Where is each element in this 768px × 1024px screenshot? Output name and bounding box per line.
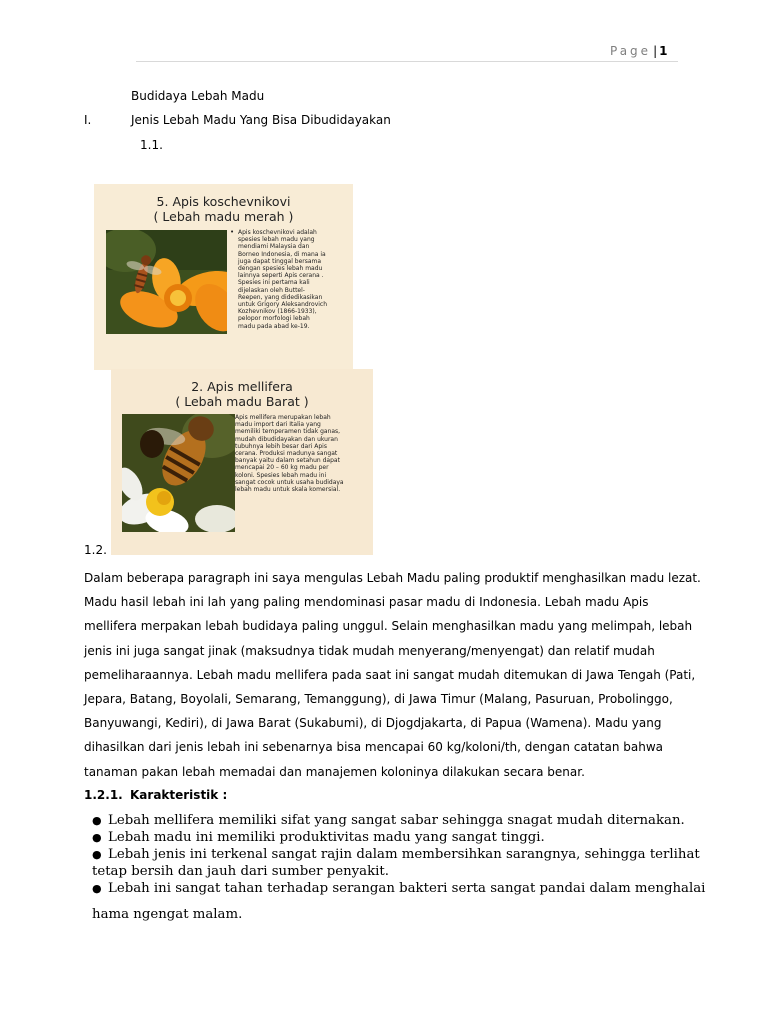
section-number: I. [84,113,92,127]
list-item-text: tetap bersih dan jauh dari sumber penyakit. [92,864,389,879]
bullet-dot: ● [92,831,102,844]
subsection-number-1-1: 1.1. [140,138,163,152]
header-divider [136,61,678,62]
list-item-text: Lebah ini sangat tahan terhadap serangan bakteri serta sangat pandai dalam menghalai [108,881,706,896]
paragraph-line: pemeliharaannya. Lebah madu mellifera pada saat ini sangat mudah ditemukan di Jawa Tengah (Pati, [84,667,696,682]
paragraph-line: Madu hasil lebah ini lah yang paling mendominasi pasar madu di Indonesia. Lebah madu Apis [84,595,649,610]
page-label: Page [610,44,652,58]
bullet-dot: ● [92,882,102,895]
paragraph-line: jenis ini juga sangat jinak (maksudnya tidak mudah menyerang/menyengat) dan relatif mudah [84,643,655,658]
bullet-dot: ● [92,814,102,827]
list-item-text: Lebah madu ini memiliki produktivitas madu yang sangat tinggi. [108,830,545,845]
list-item [92,880,706,897]
subsection-number-1-2: 1.2. [84,543,107,557]
list-item [92,846,700,863]
document-title: Budidaya Lebah Madu [131,89,265,103]
red-honeybee-photo [106,230,227,334]
list-item [92,829,692,846]
bullet-dot: ● [92,848,102,861]
list-item-continuation [92,906,692,923]
slide-description: Apis mellifera merupakan lebah madu import dari Italia yang memiliki temperamen tidak ganas, mudah dibudidayakan dan ukuran tubuhnya lebih besar dari Apis cerana. Produksi madunya sangat banyak yaitu dalam setahun dapat mencapai 20 – 60 kg madu per koloni. Spesies lebah madu ini sangat cocok untuk usaha budidaya lebah madu untuk skala komersial. [235,414,344,494]
slide-title-line1: 2. Apis mellifera [191,379,293,394]
paragraph-line: Dalam beberapa paragraph ini saya mengulas Lebah Madu paling produktif menghasilkan madu lezat. [84,571,701,585]
slide-apis-mellifera [111,369,373,555]
paragraph-line: tanaman pakan lebah memadai dan manajemen koloninya dilakukan secara benar. [84,764,585,779]
section-title: Jenis Lebah Madu Yang Bisa Dibudidayakan [131,113,391,127]
slide-apis-koschevnikovi [94,184,353,370]
paragraph-line: Jepara, Batang, Boyolali, Semarang, Temanggung), di Jawa Timur (Malang, Pasuruan, Probolinggo, [84,692,673,707]
paragraph-line: mellifera merpakan lebah budidaya paling unggul. Selain menghasilkan madu yang melimpah, lebah [84,619,693,634]
list-item-continuation [92,863,692,880]
slide-description: Apis koschevnikovi adalah spesies lebah madu yang mendiami Malaysia dan Borneo Indonesia, di mana ia juga dapat tinggal bersama dengan spesies lebah madu lainnya seperti Apis cerana . Spesies ini pertama kali dijelaskan oleh Buttel- Reepen, yang didedikasikan untuk Grigory Aleksandrovich Kozhevnikov (1866-1933), pelopor morfologi lebah madu pada abad ke-19. [238,229,328,330]
slide-title-line1: 5. Apis koschevnikovi [156,194,291,209]
list-item-text: Lebah mellifera memiliki sifat yang sangat sabar sehingga snagat mudah diternakan. [108,813,685,828]
paragraph-line: dihasilkan dari jenis lebah ini sebenarnya bisa mencapai 60 kg/koloni/th, dengan catatan bahwa [84,740,664,755]
paragraph-line: Banyuwangi, Kediri), di Jawa Barat (Sukabumi), di Djogdjakarta, di Papua (Wamena). Madu yang [84,716,662,731]
western-honeybee-photo [122,414,235,532]
page-number-label [610,44,667,58]
list-item-text: hama ngengat malam. [92,907,243,922]
page-separator: | [653,44,658,58]
body-paragraph [84,566,701,784]
page-number: 1 [659,44,668,58]
list-item-text: Lebah jenis ini terkenal sangat rajin dalam membersihkan sarangnya, sehingga terlihat [108,847,700,862]
subsection-title-karakteristik: Karakteristik : [130,788,228,802]
subsection-number-1-2-1: 1.2.1. [84,788,123,802]
list-item [92,812,692,829]
characteristics-list [92,812,706,923]
slide-title-line2: ( Lebah madu Barat ) [175,394,309,409]
slide-title-line2: ( Lebah madu merah ) [153,209,294,224]
slide-bullet-glyph: • [230,228,235,236]
